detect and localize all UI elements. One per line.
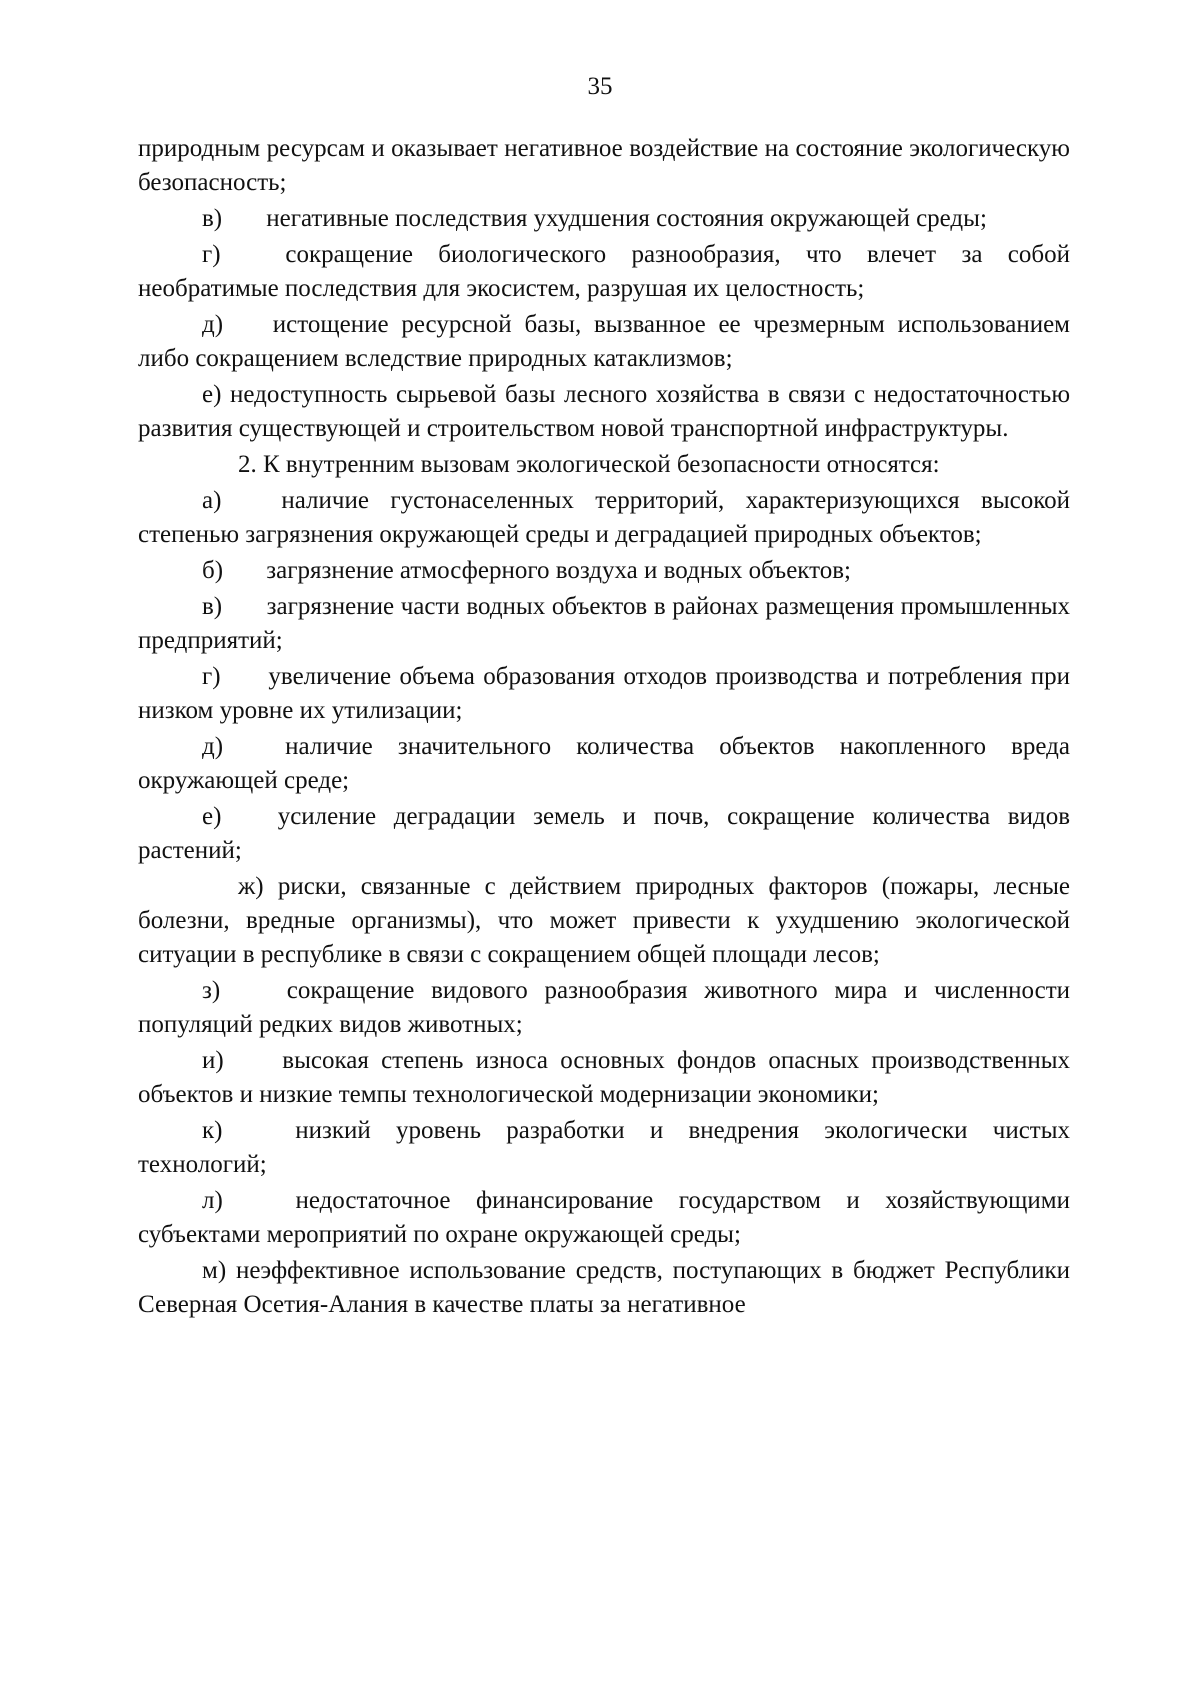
list-marker: г) <box>202 241 221 268</box>
list-item <box>138 484 1070 552</box>
list-marker: к) <box>202 1117 223 1144</box>
list-item-text: риски, связанные с действием природных факторов (пожары, лесные болезни, вредные организмы), что может привести к ухудшению экологической ситуации в республике в связи с сокращением общей площади лесов; <box>138 873 1071 968</box>
list-item <box>138 238 1070 306</box>
section-heading-text: К внутренним вызовам экологической безопасности относятся: <box>263 451 940 478</box>
list-marker: а) <box>202 487 222 514</box>
list-item <box>138 378 1070 446</box>
list-item <box>138 202 1070 236</box>
list-marker: д) <box>202 311 224 338</box>
list-item-text: сокращение биологического разнообразия, что влечет за собой необратимые последствия для экосистем, разрушая их целостность; <box>138 241 1071 302</box>
list-marker: л) <box>202 1187 223 1214</box>
list-marker: в) <box>202 205 223 232</box>
list-item-text: негативные последствия ухудшения состояния окружающей среды; <box>266 205 987 232</box>
list-item-text: увеличение объема образования отходов производства и потребления при низком уровне их утилизации; <box>138 663 1070 724</box>
list-item-text: загрязнение части водных объектов в районах размещения промышленных предприятий; <box>138 593 1071 654</box>
list-item <box>138 870 1070 972</box>
list-item-text: низкий уровень разработки и внедрения экологически чистых технологий; <box>138 1117 1071 1178</box>
list-item-text: наличие густонаселенных территорий, характеризующихся высокой степенью загрязнения окружающей среды и деградацией природных объектов; <box>138 487 1070 548</box>
paragraph-text: природным ресурсам и оказывает негативное воздействие на состояние экологическую безопасность; <box>138 135 1070 196</box>
list-item-text: истощение ресурсной базы, вызванное ее чрезмерным использованием либо сокращением вследствие природных катаклизмов; <box>138 311 1070 372</box>
list-item <box>138 730 1070 798</box>
list-item-text: недостаточное финансирование государством и хозяйствующими субъектами мероприятий по охране окружающей среды; <box>138 1187 1070 1248</box>
list-item-text: сокращение видового разнообразия животного мира и численности популяций редких видов животных; <box>138 977 1071 1038</box>
list-item <box>138 1044 1070 1112</box>
list-item <box>138 590 1070 658</box>
page-number: 35 <box>587 73 613 100</box>
list-item <box>138 1184 1070 1252</box>
list-item <box>138 308 1070 376</box>
list-item-text: высокая степень износа основных фондов опасных производственных объектов и низкие темпы технологической модернизации экономики; <box>138 1047 1071 1108</box>
paragraph-continuation <box>138 132 1070 200</box>
list-item <box>138 660 1070 728</box>
list-item <box>138 800 1070 868</box>
list-item-text: усиление деградации земель и почв, сокращение количества видов растений; <box>138 803 1070 864</box>
list-marker: е) <box>202 381 222 408</box>
document-body <box>138 132 1070 1324</box>
list-marker: е) <box>202 803 222 830</box>
list-item <box>138 1114 1070 1182</box>
list-marker: д) <box>202 733 224 760</box>
list-marker: з) <box>202 977 221 1004</box>
list-marker: м) <box>202 1257 227 1284</box>
list-marker: и) <box>202 1047 224 1074</box>
list-item-text: неэффективное использование средств, поступающих в бюджет Республики Северная Осетия-Алания в качестве платы за негативное <box>138 1257 1070 1318</box>
list-item <box>138 554 1070 588</box>
list-item-text: загрязнение атмосферного воздуха и водных объектов; <box>266 557 851 584</box>
list-item <box>138 974 1070 1042</box>
list-marker: г) <box>202 663 221 690</box>
section-number: 2. <box>238 451 257 478</box>
list-item <box>138 1254 1070 1322</box>
list-item-text: недоступность сырьевой базы лесного хозяйства в связи с недостаточностью развития существующей и строительством новой транспортной инфраструктуры. <box>138 381 1070 442</box>
section-heading <box>138 448 1070 482</box>
list-marker: в) <box>202 593 223 620</box>
list-marker: б) <box>202 557 224 584</box>
list-marker: ж) <box>238 873 264 900</box>
list-item-text: наличие значительного количества объектов накопленного вреда окружающей среде; <box>138 733 1071 794</box>
